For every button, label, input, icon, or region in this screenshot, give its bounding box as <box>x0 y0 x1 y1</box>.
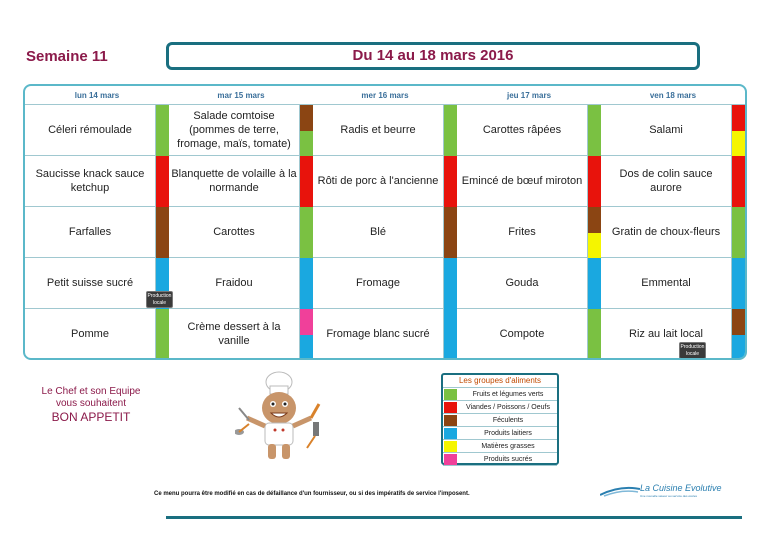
menu-item-emince-de-b-uf-miroton: Emincé de bœuf miroton <box>457 156 588 207</box>
legend-row-produits-laitiers <box>443 427 557 440</box>
food-group-marker-blue <box>444 258 457 309</box>
legend-swatch-blue <box>444 428 457 439</box>
legend-swatch-pink <box>444 454 457 465</box>
badge-line-2: locale <box>152 300 167 306</box>
food-group-marker-green <box>588 105 601 156</box>
food-group-marker-green <box>300 207 313 258</box>
food-group-marker-green <box>588 309 601 360</box>
food-group-marker-red <box>444 156 457 207</box>
footnote: Ce menu pourra être modifié en cas de défaillance d'un fournisseur, ou si des impératifs de service l'imposent. <box>154 491 470 497</box>
legend-label: Matières grasses <box>481 443 535 450</box>
brand-swoosh-icon <box>600 485 640 497</box>
chef-line-2: vous souhaitent <box>55 398 127 409</box>
legend-row-produits-sucres <box>443 453 557 466</box>
badge-line-1: Production <box>147 293 172 299</box>
badge-line-2: locale <box>685 351 700 357</box>
legend-swatch-brown <box>444 415 457 426</box>
menu-item-pomme: Pomme <box>25 309 156 360</box>
food-group-marker-blue <box>300 335 313 361</box>
legend-swatch-green <box>444 389 457 400</box>
badge-line-1: Production <box>680 344 705 350</box>
menu-table <box>23 84 747 360</box>
menu-item-frites: Frites <box>457 207 588 258</box>
menu-item-petit-suisse-sucre: Petit suisse sucré <box>25 258 156 309</box>
food-group-marker-blue <box>732 258 745 309</box>
day-header-mer-16-mars: mer 16 mars <box>361 91 409 100</box>
menu-item-gratin-de-choux-fleurs: Gratin de choux-fleurs <box>601 207 732 258</box>
chef-message <box>26 386 156 425</box>
menu-item-creme-dessert-a-la-vanille: Crème dessert à la vanille <box>169 309 300 360</box>
legend-row-feculents <box>443 414 557 427</box>
day-header-jeu-17-mars: jeu 17 mars <box>506 91 552 100</box>
legend-row-viandes-poissons-oeufs <box>443 401 557 414</box>
food-group-marker-blue <box>588 258 601 309</box>
bottom-rule <box>166 516 742 519</box>
food-group-marker-red <box>156 156 169 207</box>
food-group-marker-red <box>588 156 601 207</box>
food-groups-legend <box>441 373 559 465</box>
date-range: Du 14 au 18 mars 2016 <box>352 47 514 64</box>
menu-item-saucisse-knack-sauce-ketchup: Saucisse knack sauce ketchup <box>25 156 156 207</box>
menu-item-gouda: Gouda <box>457 258 588 309</box>
brand-tagline: Une nouvelle saveur au service des écoles <box>640 494 698 498</box>
menu-item-fraidou: Fraidou <box>169 258 300 309</box>
chef-line-3: BON APPETIT <box>51 410 131 424</box>
menu-item-fromage: Fromage <box>313 258 444 309</box>
legend-row-fruits-et-legumes-verts <box>443 388 557 401</box>
food-group-marker-brown <box>300 105 313 131</box>
legend-swatch-yellow <box>444 441 457 452</box>
food-group-marker-blue <box>444 309 457 360</box>
legend-title: Les groupes d'aliments <box>443 375 557 388</box>
menu-item-ble: Blé <box>313 207 444 258</box>
food-group-marker-red <box>732 156 745 207</box>
local-production-badge <box>146 291 173 308</box>
food-group-marker-brown <box>732 309 745 335</box>
menu-item-carottes: Carottes <box>169 207 300 258</box>
chef-mascot-icon <box>235 368 325 466</box>
food-group-marker-green <box>444 105 457 156</box>
menu-item-blanquette-de-volaille-a-la-normande: Blanquette de volaille à la normande <box>169 156 300 207</box>
menu-item-celeri-remoulade: Céleri rémoulade <box>25 105 156 156</box>
food-group-marker-green <box>156 309 169 360</box>
legend-label: Fruits et légumes verts <box>472 391 544 398</box>
legend-label: Produits laitiers <box>484 430 532 437</box>
menu-item-fromage-blanc-sucre: Fromage blanc sucré <box>313 309 444 360</box>
day-header-row <box>25 86 745 105</box>
chef-line-1: Le Chef et son Equipe <box>41 386 141 397</box>
food-group-marker-yellow <box>732 131 745 157</box>
legend-row-matieres-grasses <box>443 440 557 453</box>
menu-item-salade-comtoise-pommes-de-terre-fromage-mais-tomate: Salade comtoise (pommes de terre, fromage, maïs, tomate) <box>169 105 300 156</box>
day-header-mar-15-mars: mar 15 mars <box>217 91 265 100</box>
food-group-marker-brown <box>444 207 457 258</box>
legend-label: Viandes / Poissons / Oeufs <box>466 404 550 411</box>
day-header-ven-18-mars: ven 18 mars <box>649 91 697 100</box>
menu-item-riz-au-lait-local: Riz au lait local <box>601 309 732 360</box>
menu-item-carottes-rapees: Carottes râpées <box>457 105 588 156</box>
food-group-marker-brown <box>588 207 601 233</box>
food-group-marker-yellow <box>588 233 601 259</box>
food-group-marker-blue <box>300 258 313 309</box>
brand-name: La Cuisine Evolutive <box>640 483 722 493</box>
food-group-marker-red <box>732 105 745 131</box>
legend-swatch-red <box>444 402 457 413</box>
week-label: Semaine 11 <box>26 48 108 65</box>
menu-item-radis-et-beurre: Radis et beurre <box>313 105 444 156</box>
food-group-marker-red <box>300 156 313 207</box>
menu-item-emmental: Emmental <box>601 258 732 309</box>
menu-item-salami: Salami <box>601 105 732 156</box>
menu-item-farfalles: Farfalles <box>25 207 156 258</box>
menu-item-roti-de-porc-a-l-ancienne: Rôti de porc à l'ancienne <box>313 156 444 207</box>
food-group-marker-blue <box>732 335 745 361</box>
food-group-marker-green <box>732 207 745 258</box>
food-group-marker-green <box>300 131 313 157</box>
day-header-lun-14-mars: lun 14 mars <box>74 91 120 100</box>
local-production-badge <box>679 342 706 359</box>
brand-logo <box>600 483 730 499</box>
menu-item-dos-de-colin-sauce-aurore: Dos de colin sauce aurore <box>601 156 732 207</box>
legend-label: Produits sucrés <box>483 456 533 463</box>
menu-item-compote: Compote <box>457 309 588 360</box>
legend-label: Féculents <box>492 417 524 424</box>
food-group-marker-pink <box>300 309 313 335</box>
date-range-box <box>166 42 700 70</box>
food-group-marker-green <box>156 105 169 156</box>
food-group-marker-brown <box>156 207 169 258</box>
